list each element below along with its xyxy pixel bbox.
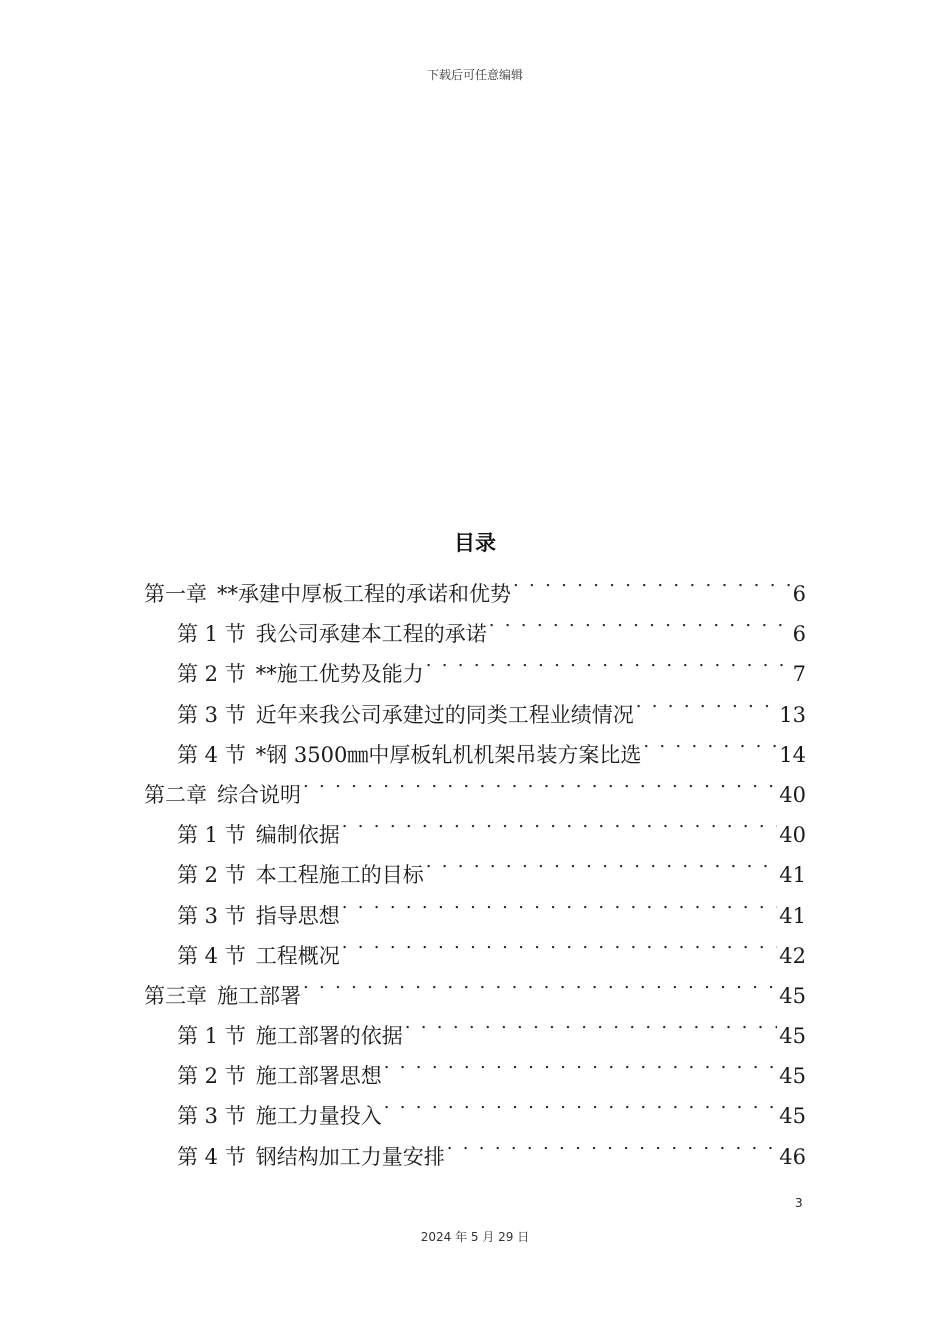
footer-date: 2024 年 5 月 29 日 (420, 1230, 530, 1244)
toc-entry-page: 45 (779, 1024, 806, 1049)
toc-leader-dots (303, 963, 777, 1003)
toc-entry-number: 第 4 节 (177, 943, 246, 968)
toc-entry-page: 46 (779, 1144, 806, 1169)
toc-leader-dots (342, 802, 778, 842)
toc-entry-number: 第 3 节 (177, 1104, 246, 1129)
toc-entry-page: 13 (779, 702, 806, 727)
toc-entry-title: 工程概况 (255, 943, 340, 968)
toc-entry-number: 第 4 节 (177, 1144, 246, 1169)
toc-leader-dots (426, 641, 791, 681)
toc-leader-dots (513, 561, 791, 601)
toc-entry-title: 指导思想 (255, 903, 340, 928)
toc-entry-page: 7 (792, 662, 806, 687)
toc-entry-title: **施工优势及能力 (255, 662, 424, 687)
toc-leader-dots (303, 762, 777, 802)
toc-entry-page: 6 (792, 582, 806, 606)
toc-entry-title: 钢结构加工力量安排 (255, 1144, 445, 1169)
toc-entry-title: 本工程施工的目标 (255, 863, 424, 888)
toc-entry-page: 41 (779, 903, 806, 928)
toc-entry-page: 40 (779, 782, 806, 807)
toc-entry-page: 41 (779, 863, 806, 888)
toc-entry-number: 第三章 (144, 983, 207, 1008)
toc-leader-dots (342, 923, 778, 963)
page-number: 3 (795, 1196, 803, 1210)
toc-entry-page: 45 (779, 983, 806, 1008)
toc-entry-title: *钢 3500㎜中厚板轧机机架吊装方案比选 (255, 742, 642, 767)
toc-entry-title: **承建中厚板工程的承诺和优势 (217, 582, 511, 606)
toc-entry-page: 40 (779, 823, 806, 848)
toc-entry-number: 第 3 节 (177, 702, 246, 727)
toc-leader-dots (643, 722, 777, 762)
toc-entry-number: 第 3 节 (177, 903, 246, 928)
toc-entry-title: 施工部署的依据 (255, 1024, 403, 1049)
toc-entry-title: 施工力量投入 (255, 1104, 382, 1129)
toc-entry-number: 第 1 节 (177, 1024, 246, 1049)
toc-leader-dots (426, 842, 778, 882)
toc-title: 目录 (454, 531, 496, 555)
toc-leader-dots (489, 601, 791, 641)
toc-entry-title: 我公司承建本工程的承诺 (255, 622, 487, 647)
toc-entry-chapter-1[interactable] (144, 561, 806, 606)
toc-entry-number: 第 2 节 (177, 1064, 246, 1089)
toc-entry-page: 42 (779, 943, 806, 968)
table-of-contents (144, 561, 806, 1169)
toc-entry-number: 第 2 节 (177, 662, 246, 687)
toc-entry-title: 综合说明 (217, 782, 301, 807)
toc-entry-page: 6 (792, 622, 806, 647)
toc-entry-title: 施工部署 (217, 983, 301, 1008)
toc-entry-number: 第 4 节 (177, 742, 246, 767)
toc-entry-page: 45 (779, 1064, 806, 1089)
toc-entry-title: 近年来我公司承建过的同类工程业绩情况 (255, 702, 634, 727)
header-note: 下载后可任意编辑 (426, 68, 523, 82)
toc-leader-dots (342, 883, 778, 923)
toc-entry-number: 第 2 节 (177, 863, 246, 888)
toc-entry-title: 施工部署思想 (255, 1064, 382, 1089)
toc-leader-dots (384, 1083, 778, 1123)
toc-leader-dots (384, 1043, 778, 1083)
toc-entry-page: 45 (779, 1104, 806, 1129)
toc-entry-number: 第 1 节 (177, 823, 246, 848)
toc-entry-number: 第二章 (144, 782, 207, 807)
toc-entry-page: 14 (779, 742, 806, 767)
toc-entry-title: 编制依据 (255, 823, 340, 848)
toc-leader-dots (405, 1003, 778, 1043)
toc-entry-number: 第一章 (144, 582, 207, 606)
toc-entry-number: 第 1 节 (177, 622, 246, 647)
toc-leader-dots (636, 682, 778, 722)
toc-leader-dots (447, 1124, 778, 1164)
